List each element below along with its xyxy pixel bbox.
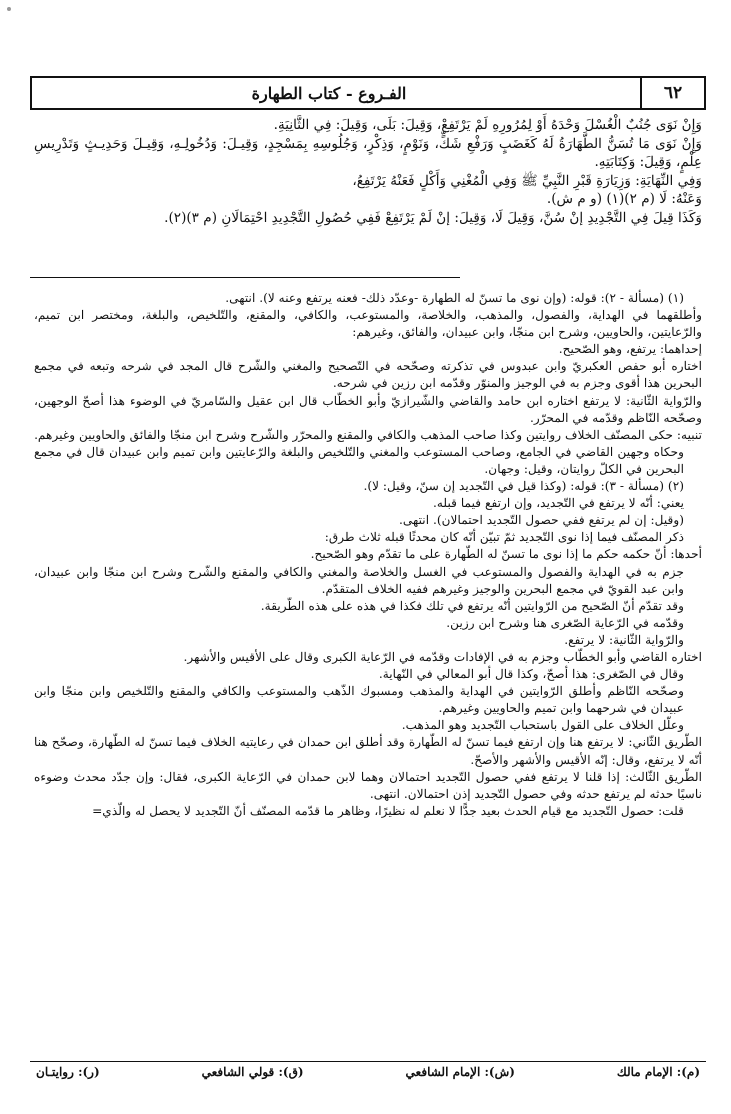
footnote-paragraph: وقدّمه في الرّعاية الصّغرى هنا وشرح ابن رزين. <box>446 615 684 630</box>
footnote-paragraph: الطّريق الثّالث: إذا قلنا لا يرتفع ففي حصول التّجديد احتمالان وهما لابن حمدان في الرّعاية الكبرى، فقال: وإن جدّد محدث وضوءه ناسيًا حدثه لم يرتفع حدثه وفي حصول التّجديد إذن احتمالان. انتهى. <box>34 769 702 801</box>
main-paragraph: وَفِي النِّهَايَةِ: وَزِيَارَةِ قَبْرِ النَّبِيِّ ﷺ وَفِي الْمُغْنِي وَأَكْلٍ فَعَنْهُ يَرْتَفِعُ، <box>352 172 702 189</box>
footnote-paragraph: (٢) (مسألة - ٣): قوله: (وكذا قيل في التّجديد إن سنّ، وقيل: لا). <box>363 479 684 494</box>
footnote-paragraph: يعني: أنّه لا يرتفع في التّجديد، وإن ارتفع فيما قبله. <box>433 496 684 511</box>
page <box>30 68 706 1088</box>
footnote-paragraph: قلت: حصول التّجديد مع قيام الحدث بعيد جدًّا لا نعلم له نظيرًا، وظاهر ما قدّمه المصنّف أنّ التّجديد لا يحصل له والّذي= <box>92 803 684 818</box>
main-paragraph: وَعَنْهُ: لَا (م ٢)(١) (و م ش). <box>546 191 702 207</box>
footnote-paragraph: وعلّل الخلاف على القول باستحباب التّجديد وهو المذهب. <box>401 718 684 733</box>
main-paragraph: وَإِنْ نَوَى جُنُبٌ الْغُسْلَ وَحْدَهُ أَوْ لِمُرُورِهِ لَمْ يَرْتَفِعْ، وَقِيلَ: بَلَى، وَقِيلَ: فِي الثَّانِيَةِ. <box>273 117 702 133</box>
main-paragraph: وَإِنْ نَوَى مَا تُسَنُّ الطَّهَارَةُ لَهُ كَغَضَبٍ وَرَفْعِ شَكٍّ، وَنَوْمٍ، وَذِكْرٍ، وَجُلُوسِهِ بِمَسْجِدٍ، وَقِيـلَ: وَدُخُولِـهِ، وَقِيـلَ وَحَدِيـثٍ وَتَدْرِيسِ عِلْمٍ، وَقِيلَ: وَكِتَابَتِهِ. <box>34 135 702 170</box>
footnotes <box>34 290 702 820</box>
footnote-paragraph: وحكاه وجهين القاضي في الجامع، وصاحب المستوعب والمغني والتّلخيص والبلغة والرّعايتين وابن تميم وابن عبيدان قال في مجمع البحرين في الكلّ روايتان، وقيل: وجهان. <box>34 444 684 476</box>
footnote-paragraph: وصحّحه النّاظم وأطلق الرّوايتين في الهداية والمذهب ومسبوك الذّهب والمستوعب والكافي والمقنع والتّلخيص وابن منجّا وابن عبيدان في شرحهما وابن تميم والحاويين وغيرهم. <box>34 684 684 716</box>
page-title: الفـروع - كتاب الطهارة <box>251 83 407 103</box>
footnote-paragraph: والرّواية الثّانية: لا يرتفع. <box>564 632 684 647</box>
page-number: ٦٢ <box>640 78 704 108</box>
footnote-paragraph: اختاره القاضي وأبو الخطّاب وجزم به في الإفادات وقدّمه في الرّعاية الكبرى وقال على الأقيس والأشهر. <box>183 649 702 664</box>
footer-legend-item: (ق): قولي الشافعي <box>201 1065 304 1079</box>
footnote-paragraph: اختاره أبو حفص العكبريّ وابن عبدوس في تذكرته وصحّحه في التّصحيح والمغني والشّرح قال المجد في شرحه وتبعه في مجمع البحرين هذا أقوى وجزم به في الوجيز والمنوّر وقدّمه ابن رزين في شرحه. <box>34 359 702 391</box>
footnote-paragraph: ذكر المصنّف فيما إذا نوى التّجديد ثمّ تبيّن أنّه كان محدثًا قبله ثلاث طرق: <box>324 530 684 545</box>
footnote-paragraph: (وقيل: إن لم يرتفع ففي حصول التّجديد احتمالان). انتهى. <box>398 513 684 528</box>
main-paragraph: وَكَذَا قِيلَ فِي التَّجْدِيدِ إنْ سُنَّ، وَقِيلَ لَا، وَقِيلَ: إنْ لَمْ يَرْتَفِعْ فَفِي حُصُولِ التَّجْدِيدِ احْتِمَالَانِ (م ٣)(٢). <box>164 209 702 226</box>
footer-legend-item: (ش): الإمام الشافعي <box>405 1065 515 1079</box>
footer-legend-item: (م): الإمام مالك <box>616 1065 700 1079</box>
footnote-paragraph: وقال في الصّغرى: هذا أصحّ، وكذا قال أبو المعالي في النّهاية. <box>378 667 684 682</box>
footnote-paragraph: تنبيه: حكى المصنّف الخلاف روايتين وكذا صاحب المذهب والكافي والمقنع والمحرّر والشّرح وشرح ابن منجّا والفائق والحاويين وغيرهم. <box>34 427 702 442</box>
page-header <box>30 76 706 110</box>
footnote-paragraph: إحداهما: يرتفع، وهو الصّحيح. <box>558 342 702 357</box>
footnote-divider <box>30 277 460 278</box>
footnote-paragraph: وأطلقهما في الهداية، والفصول، والمذهب، والخلاصة، والمستوعب، والكافي، والمقنع، والتّلخيص، والبلغة، ومختصر ابن تميم، والرّعايتين، والحاويين، وشرح ابن منجّا، وابن عبيدان، والفائق، وغيرهم: <box>34 308 702 340</box>
footnote-paragraph: (١) (مسألة - ٢): قوله: (وإن نوى ما تسنّ له الطهارة -وعدّد ذلك- فعنه يرتفع وعنه لا). انتهى. <box>225 291 684 305</box>
footnote-paragraph: الطّريق الثّاني: لا يرتفع هنا وإن ارتفع فيما تسنّ له الطّهارة وقد أطلق ابن حمدان في رعايتيه الخلاف فيما تسنّ له الطّهارة، وصحّح هنا أنّه لا يرتفع، وقال: إنّه الأقيس والأشهر والأصحّ. <box>34 735 702 767</box>
page-footer <box>30 1061 706 1082</box>
footer-legend-item: (ر): روايتـان <box>36 1065 100 1079</box>
main-text <box>34 116 702 227</box>
footnote-paragraph: والرّواية الثّانية: لا يرتفع اختاره ابن حامد والقاضي والشّيرازيّ وأبو الخطّاب قال ابن عقيل والسّامريّ في الوضوء هذا أصحّ الوجهين، وصحّحه النّاظم وقدّمه في المحرّر. <box>34 393 702 425</box>
footnote-paragraph: أحدها: أنّ حكمه حكم ما إذا نوى ما تسنّ له الطّهارة على ما تقدّم وهو الصّحيح. <box>310 547 702 562</box>
footnote-paragraph: جزم به في الهداية والفصول والمستوعب في الغسل والخلاصة والمغني والكافي والمقنع والشّرح وشرح ابن منجّا وابن عبيدان، وابن عبد القويّ في مجمع البحرين والوجيز وغيرهم ففيه الخلاف المتقدّم. <box>34 564 684 596</box>
scan-mark-icon <box>4 4 14 14</box>
footnote-paragraph: وقد تقدّم أنّ الصّحيح من الرّوايتين أنّه يرتفع في تلك فكذا في هذه على هذه الطّريقة. <box>260 598 684 613</box>
